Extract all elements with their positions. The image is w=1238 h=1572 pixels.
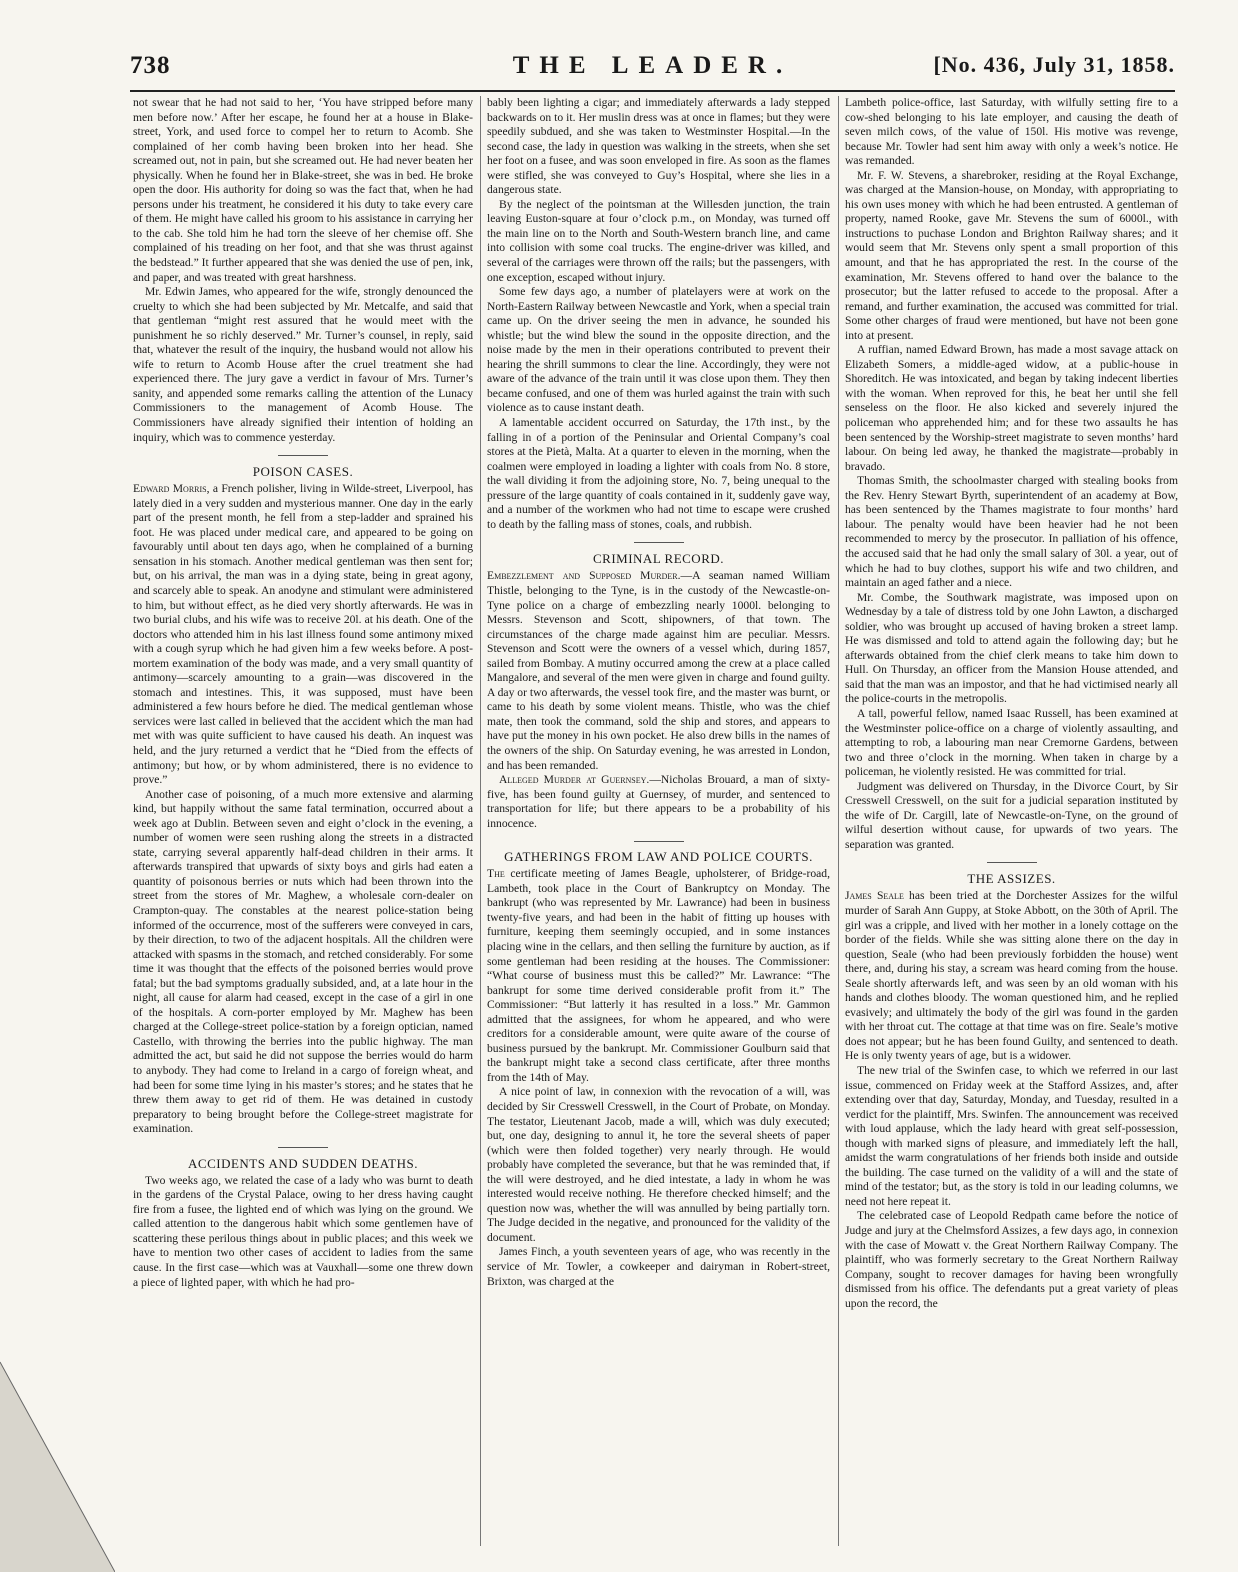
section-heading-accidents: ACCIDENTS AND SUDDEN DEATHS. (188, 1155, 418, 1171)
article-paragraph: Thomas Smith, the schoolmaster charged with stealing books from the Rev. Henry Stewart Byrth, superintendent of an academy at Bow, has been sentenced by the Thames magistrate to four months’ hard labour. The penalty would have been heavier had he not been recommended to mercy by the prosecutor. In palliation of his offence, the accused said that he had only the small salary of 30l. a year, out of which he had to buy clothes, support his wife and two children, and maintain an aged father and a niece. (845, 474, 1178, 590)
lead-name: Edward Morris, (133, 482, 210, 496)
column-3 (845, 96, 1178, 1546)
article-paragraph: The certificate meeting of James Beagle, upholsterer, of Bridge-road, Lambeth, took place in the Court of Bankruptcy on Monday. The bankrupt (who was represented by Mr. Lawrance) had been in business twenty-five years, and had been in the habit of fitting up houses with furniture, keeping them seemingly occupied, and in some instances placing wine in the cellars, and then selling the furniture by auction, as if some gentleman had been residing at the houses. The Commissioner: “What course of business must this be called?” Mr. Lawrance: “The bankrupt for some time derived considerable profit from it.” The Commissioner: “But latterly it has resulted in a loss.” Mr. Gammon admitted that the assignees, for whom he appeared, and who were creditors for a considerable amount, were quite aware of the course of business pursued by the bankrupt. Mr. Commissioner Goulburn said that the bankrupt might take a second class certificate, after three months from the 14th of May. (487, 867, 830, 1084)
article-paragraph: The new trial of the Swinfen case, to which we referred in our last issue, commenced on Friday week at the Stafford Assizes, and, after extending over that day, Saturday, Monday, and Tuesday, resulted in a verdict for the plaintiff, Mrs. Swinfen. The announcement was received with loud applause, which the lady heard with great self-possession, though with marked signs of pleasure, and immediately left the hall, amidst the warm congratulations of her friends both inside and outside the building. The case turned on the validity of a will and the state of mind of the testator; but, as the story is told in our leading columns, we need not here repeat it. (845, 1064, 1178, 1208)
article-paragraph: Mr. Edwin James, who appeared for the wife, strongly denounced the cruelty to which she had been subjected by Mr. Metcalfe, and said that that gentleman “might rest assured that he would meet with the punishment he so richly deserved.” Mr. Turner’s counsel, in reply, said that, whatever the result of the inquiry, the husband would not allow his wife to return to Acomb House after the cruel treatment she had experienced there. The jury gave a verdict in favour of Mrs. Turner’s sanity, and appended some remarks calling the attention of the Lunacy Commissioners to the management of Acomb House. The Commissioners have already signified their intention of holding an inquiry, which was to commence yesterday. (133, 285, 473, 444)
article-paragraph: James Seale has been tried at the Dorchester Assizes for the wilful murder of Sarah Ann Guppy, at Stoke Abbott, on the 30th of April. The girl was a cripple, and lived with her mother in a lonely cottage on the border of the fields. While she was sitting alone there on the day in question, Seale (who had been previously forbidden the house) went there, and, during his stay, a scream was heard coming from the house. Seale shortly afterwards left, and was seen by an old woman with his hands and clothes bloody. The woman questioned him, and he replied evasively; and ultimately the body of the girl was found in the garden with her throat cut. The cottage at that time was on fire. Seale’s motive does not appear; but he has been found Guilty, and sentenced to death. He is only twenty years of age, but is a widower. (845, 889, 1178, 1063)
article-paragraph: Mr. Combe, the Southwark magistrate, was imposed upon on Wednesday by a tale of distress told by one John Lawton, a discharged soldier, who was brought up accused of having broken a street lamp. He was dismissed and told to attend again the following day; but he afterwards obtained from the chief clerk means to take him down to Hull. On Thursday, an officer from the Mansion House attended, and said that the man was an impostor, and that he had victimised nearly all the police-courts in the metropolis. (845, 590, 1178, 706)
page-header (130, 48, 1175, 88)
section-heading-poison-cases: POISON CASES. (252, 464, 354, 480)
section-divider (634, 542, 684, 543)
column-1 (133, 96, 473, 1546)
header-rule (130, 90, 1175, 92)
article-paragraph: Another case of poisoning, of a much more extensive and alarming kind, but happily without the same fatal termination, occurred about a week ago at Dublin. Between seven and eight o’clock in the evening, a number of women were seen rushing along the streets in a distracted state, carrying several apparently half-dead children in their arms. It afterwards transpired that upwards of sixty boys and girls had eaten a quantity of poisonous berries or nuts which had been thrown into the street from the stores of Mr. Maghew, a wholesale corn-dealer on Crampton-quay. The constables at the nearest police-station being informed of the occurrence, most of the sufferers were conveyed in cars, by their direction, to two of the adjacent hospitals. All the children were attacked with spasms in the stomach, and retched considerably. For some time it was thought that the effects of the poisoned berries would prove fatal; but the bad symptoms gradually subsided, and, at a late hour in the night, all cause for alarm had ceased, except in the case of a girl in one of the hospitals. A corn-porter employed by Mr. Maghew has been charged at the College-street police-station by a foreign optician, named Castello, with throwing the berries into the public highway. The man admitted the act, but said he did not suppose the berries would do harm to anybody. They had come to Ireland in a cargo of foreign wheat, and had been for some time lying in his master’s stores; and he states that he threw them away to get rid of them. He was detained in custody preparatory to being brought before the College-street magistrate for examination. (133, 787, 473, 1136)
section-divider (278, 455, 328, 456)
section-heading-criminal-record: CRIMINAL RECORD. (592, 551, 725, 567)
article-paragraph: Lambeth police-office, last Saturday, with wilfully setting fire to a cow-shed belonging to his late employer, and causing the death of seven milch cows, of the value of 150l. His motive was revenge, because Mr. Towler had sent him away with only a week’s notice. He was remanded. (845, 96, 1178, 168)
column-divider (838, 96, 839, 1546)
article-paragraph: Some few days ago, a number of platelayers were at work on the North-Eastern Railway between Newcastle and York, when a special train came up. On the driver seeing the men in advance, he sounded his whistle; but the wind blew the sound in the opposite direction, and the noise made by the men in their operations contributed to prevent their hearing the shrill summons to clear the line. Accordingly, they were not aware of the advance of the train until it was close upon them. They then became confused, and one of them was hurled against the train with such violence as to cause instant death. (487, 285, 830, 415)
article-paragraph: A ruffian, named Edward Brown, has made a most savage attack on Elizabeth Somers, a middle-aged widow, at a public-house in Shoreditch. He was intoxicated, and began by taking indecent liberties with the woman. When reproved for this, he beat her until she fell senseless on the floor. He also kicked and severely injured the policeman who apprehended him; and for these two assaults he has been sentenced by the Worship-street magistrate to seven months’ hard labour. On being led away, he thanked the magistrate—probably in bravado. (845, 343, 1178, 473)
section-heading-assizes: THE ASSIZES. (967, 871, 1056, 887)
article-paragraph: Two weeks ago, we related the case of a lady who was burnt to death in the gardens of the Crystal Palace, owing to her dress having caught fire from a fusee, the lighted end of which was lying on the ground. We called attention to the dangerous habit which some gentlemen have of scattering these perilous things about in public places; and this week we have to mention two other cases of accident to ladies from the same cause. In the first case—which was at Vauxhall—some one threw down a piece of lighted paper, with which he had pro- (133, 1173, 473, 1289)
section-divider (278, 1147, 328, 1148)
section-divider (987, 862, 1037, 863)
article-paragraph: Judgment was delivered on Thursday, in the Divorce Court, by Sir Cresswell Cresswell, on the suit for a judicial separation instituted by the wife of Dr. Cargill, late of Newcastle-on-Tyne, on the ground of wilful desertion without cause, for upwards of two years. The separation was granted. (845, 779, 1178, 851)
issue-info: [No. 436, July 31, 1858. (933, 52, 1175, 77)
article-paragraph: A nice point of law, in connexion with the revocation of a will, was decided by Sir Cresswell Cresswell, in the Court of Probate, on Monday. The testator, Lieutenant Jacob, made a will, which was duly executed; but, one day, designing to annul it, he tore the several sheets of paper (which were then folded together) very nearly through. He would probably have completed the severance, but that he was reminded that, if the will were destroyed, and he died intestate, a lady in whom he was interested would receive nothing. He therefore checked himself; and the question now was, whether the will was annulled by being partially torn. The Judge decided in the negative, and pronounced for the validity of the document. (487, 1085, 830, 1244)
column-divider (480, 96, 481, 1546)
item-heading: Embezzlement and Supposed Murder. (487, 569, 681, 583)
article-paragraph: bably been lighting a cigar; and immediately afterwards a lady stepped backwards on to it. Her muslin dress was at once in flames; but they were speedily subdued, and she was taken to Westminster Hospital.—In the second case, the lady in question was walking in the streets, when she set her foot on a fusee, and was soon enveloped in fire. As soon as the flames were stifled, she was conveyed to Guy’s Hospital, where she lies in a dangerous state. (487, 96, 830, 197)
section-divider (634, 841, 684, 842)
article-paragraph: Alleged Murder at Guernsey.—Nicholas Brouard, a man of sixty-five, has been found guilty at Guernsey, of murder, and sentenced to transportation for life; but there appears to be a probability of his innocence. (487, 773, 830, 830)
article-paragraph: The celebrated case of Leopold Redpath came before the notice of Judge and jury at the Chelmsford Assizes, a few days ago, in connexion with the case of Mowatt v. the Great Northern Railway Company. The plaintiff, who was formerly secretary to the Great Northern Railway Company, sought to recover damages for having been wrongfully dismissed from his office. The defendants put a great variety of pleas upon the record, the (845, 1209, 1178, 1310)
article-paragraph: Mr. F. W. Stevens, a sharebroker, residing at the Royal Exchange, was charged at the Mansion-house, on Monday, with appropriating to his own uses money with which he had been entrusted. A gentleman of property, named Rooke, gave Mr. Stevens the sum of 6000l., with instructions to puchase London and Brighton Railway shares; and it would seem that Mr. Stevens only spent a small proportion of this amount, and that he has appropriated the rest. In the course of the examination, Mr. Stevens offered to hand over the balance to the prosecutor; but the latter refused to accede to the proposal. After a remand, and further examination, the accused was committed for trial. Some other charges of fraud were mentioned, but have not been gone into at present. (845, 168, 1178, 342)
section-heading-gatherings: GATHERINGS FROM LAW AND POLICE COURTS. (504, 849, 813, 865)
article-paragraph: Edward Morris, a French polisher, living in Wilde-street, Liverpool, has lately died in a very sudden and mysterious manner. One day in the early part of the present month, he fell from a step-ladder and sprained his foot. He was placed under medical care, and appeared to be going on favourably until about ten days ago, when he complained of a burning sensation in his stomach. Another medical gentleman was then sent for; but, on his arrival, the man was in a dying state, being in great agony, and scarcely able to speak. An anodyne and stimulant were administered to him, but without effect, as he died very shortly afterwards. He was in two burial clubs, and his wife was to receive 20l. at his death. One of the doctors who attended him in his last illness found some antimony mixed with a cough syrup which he had given him a few weeks before. A post-mortem examination of the body was made, and a very small quantity of antimony—scarcely amounting to a grain—was discovered in the stomach and intestines. This, it was supposed, must have been administered a few hours before he died. The medical gentleman whose services were last called in believed that the accident which the man had met with was quite sufficient to have caused his death. An inquest was held, and the jury returned a verdict that he “Died from the effects of antimony; but how, or by whom administered, there is no evidence to prove.” (133, 482, 473, 787)
article-paragraph: A lamentable accident occurred on Saturday, the 17th inst., by the falling in of a portion of the Peninsular and Oriental Company’s coal stores at the Pietà, Malta. At a quarter to eleven in the morning, when the coalmen were employed in loading a lighter with coals from No. 8 store, the wall dividing it from the adjoining store, No. 7, being unequal to the pressure of the large quantity of coals contained in it, suddenly gave way, and a number of the workmen who had not time to escape were crushed to death by the falling mass of stones, coals, and rubbish. (487, 416, 830, 531)
item-heading: Alleged Murder at Guernsey. (499, 773, 650, 787)
page-fold-shadow (0, 1242, 115, 1572)
article-paragraph: not swear that he had not said to her, ‘You have stripped before many men before now.’ After her escape, he found her at a house in Blake-street, York, and used force to compel her to return to Acomb. She complained of her comb having been broken into her head. She screamed out, not in pain, but she screamed out. He had never beaten her physically. When he found her in Blake-street, she was in bed. He broke open the door. His authority for doing so was the fact that, when he had persons under his treatment, he considered it his duty to take every care of them. He might have called his groom to his assistance in carrying her to the cab. She told him he had torn the sleeve of her chemise off. She complained of his treading on her foot, and that she was thrust against the bedstead.” It further appeared that she was denied the use of pen, ink, and paper, and was treated with great harshness. (133, 96, 473, 284)
lead-name: James Seale (845, 889, 904, 903)
article-paragraph: Embezzlement and Supposed Murder.—A seaman named William Thistle, belonging to the Tyne, is in the custody of the Newcastle-on-Tyne police on a charge of embezzling nearly 1000l. belonging to Messrs. Stevenson and Scott, shipowners, of that town. The circumstances of the charge made against him are peculiar. Messrs. Stevenson and Scott were the owners of a vessel which, during 1857, sailed from Bombay. A mutiny occurred among the crew at a place called Mangalore, and several of the men were given in charge and found guilty. A day or two afterwards, the vessel took fire, and the master was burnt, or came to his death by some violent means. Thistle, who was the chief mate, then took the command, sold the ship and stores, and appears to have put the money in his own pocket. He also drew bills in the names of the owners of the ship. On Saturday evening, he was arrested in London, and has been remanded. (487, 569, 830, 772)
lead-name: The (487, 867, 505, 881)
article-paragraph: James Finch, a youth seventeen years of age, who was recently in the service of Mr. Towler, a cowkeeper and dairyman in Robert-street, Brixton, was charged at the (487, 1245, 830, 1288)
article-paragraph: A tall, powerful fellow, named Isaac Russell, has been examined at the Westminster police-office on a charge of violently assaulting, and attempting to rob, a labouring man near Cremorne Gardens, between two and three o’clock in the morning. When taken in charge by a policeman, he violently resisted. He was committed for trial. (845, 706, 1178, 779)
newspaper-title: THE LEADER. (512, 52, 793, 79)
page-number: 738 (130, 52, 171, 79)
column-2 (487, 96, 830, 1546)
article-paragraph: By the neglect of the pointsman at the Willesden junction, the train leaving Euston-square at four o’clock p.m., on Monday, was turned off the main line on to the North and South-Western branch line, and came into collision with some coal trucks. The engine-driver was killed, and several of the carriages were thrown off the rails; but the passengers, with one exception, escaped without injury. (487, 197, 830, 284)
